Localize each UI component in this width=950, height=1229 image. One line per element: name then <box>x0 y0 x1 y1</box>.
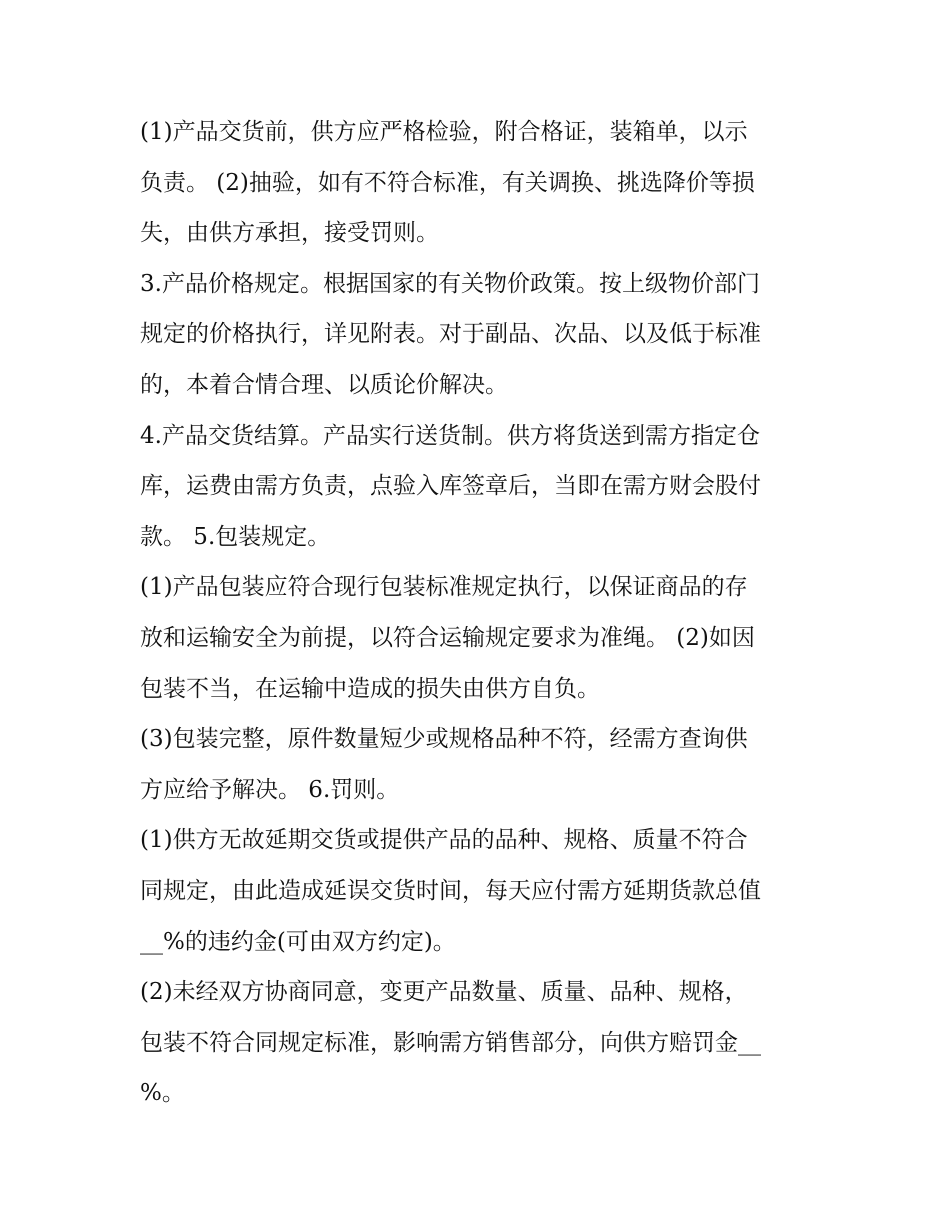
text-line: __%的违约金(可由双方约定)。 <box>140 928 456 955</box>
text-line: (1)产品交货前，供方应严格检验，附合格证，装箱单，以示 <box>140 119 748 145</box>
contract-text-body <box>140 107 820 1119</box>
text-line: 的，本着合情合理、以质论价解决。 <box>140 371 508 398</box>
text-line: 方应给予解决。 6.罚则。 <box>140 776 400 803</box>
text-line: 规定的价格执行，详见附表。对于副品、次品、以及低于标准 <box>140 321 761 348</box>
text-line: %。 <box>140 1080 185 1107</box>
text-line: (3)包装完整，原件数量短少或规格品种不符，经需方查询供 <box>140 726 748 753</box>
text-line: 包装不当，在运输中造成的损失由供方自负。 <box>140 675 600 702</box>
text-line: (2)未经双方协商同意，变更产品数量、质量、品种、规格， <box>140 979 748 1006</box>
text-line: 款。 5.包装规定。 <box>140 523 331 550</box>
text-line: 失，由供方承担，接受罚则。 <box>140 220 439 247</box>
text-line: (1)供方无故延期交货或提供产品的品种、规格、质量不符合 <box>140 827 748 854</box>
text-line: 放和运输安全为前提，以符合运输规定要求为准绳。 (2)如因 <box>140 624 755 651</box>
text-line: (1)产品包装应符合现行包装标准规定执行，以保证商品的存 <box>140 574 748 601</box>
text-line: 负责。 (2)抽验，如有不符合标准，有关调换、挑选降价等损 <box>140 169 755 196</box>
text-line: 库，运费由需方负责，点验入库签章后，当即在需方财会股付 <box>140 473 761 500</box>
text-line: 包装不符合同规定标准，影响需方销售部分，向供方赔罚金__ <box>140 1029 761 1056</box>
text-line: 4.产品交货结算。产品实行送货制。供方将货送到需方指定仓 <box>140 422 760 449</box>
text-line: 同规定，由此造成延误交货时间，每天应付需方延期货款总值 <box>140 877 761 904</box>
text-line: 3.产品价格规定。根据国家的有关物价政策。按上级物价部门 <box>140 270 760 297</box>
